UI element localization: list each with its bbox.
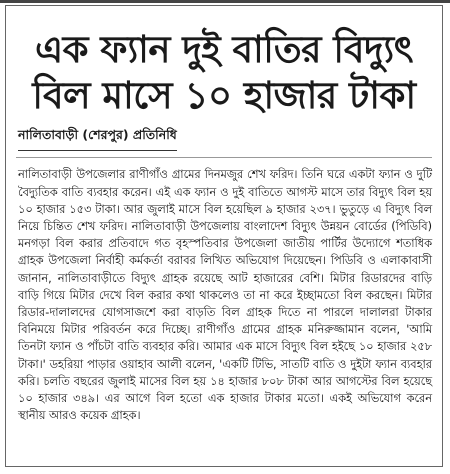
byline: নালিতাবাড়ী (শেরপুর) প্রতিনিধি	[18, 127, 177, 151]
divider	[16, 157, 432, 158]
article-paragraph: নালিতাবাড়ী উপজেলার রাণীগাঁও গ্রামের দিনমজুর শেখ ফরিদ। তিনি ঘরে একটা ফ্যান ও দুটি বৈদ্যুতিক বাতি ব্যবহার করেন। এই এক ফ্যান ও দুই বাতিতে আগস্ট মাসে তার বিদ্যুৎ বিল হয় ১০ হাজার ১৫৩ টাকা। আর জুলাই মাসে বিল হয়েছিল ৯ হাজার ২৩৭। ভুতুড়ে এ বিদ্যুৎ বিল নিয়ে চিন্তিত শেখ ফরিদ। নালিতাবাড়ী উপজেলায় বাংলাদেশ বিদ্যুৎ উন্নয়ন বোর্ডের (পিডিবি) মনগড়া বিল করার প্রতিবাদে গত বৃহস্পতিবার উপজেলা জাতীয় পার্টির উদ্যোগে শতাধিক গ্রাহক উপজেলা নির্বাহী কর্মকর্তা বরাবর লিখিত অভিযোগ দিয়েছেন। পিডিবি ও এলাকাবাসী জানান, নালিতাবাড়ীতে বিদ্যুৎ গ্রাহক রয়েছে আট হাজারের বেশি। মিটার রিডারদের বাড়ি বাড়ি গিয়ে মিটার দেখে বিল করার কথা থাকলেও তা না করে ইচ্ছামতো বিল করছেন। মিটার রিডার-দালালদের যোগসাজশে করা বাড়তি বিল গ্রাহক দিতে না পারলে দালালরা টাকার বিনিময়ে মিটার পরিবর্তন করে দিচ্ছে। রাণীগাঁও গ্রামের গ্রাহক মনিরুজ্জামান বলেন, 'আমি তিনটা ফ্যান ও পাঁচটা বাতি ব্যবহার করি। আমার এক মাসে বিদ্যুৎ বিল হইছে ১০ হাজার ২৫৮ টাকা।' ডহরিয়া পাড়ার ওয়াহাব আলী বলেন, 'একটি টিভি, সাতটি বাতি ও দুইটা ফ্যান ব্যবহার করি। চলতি বছরের জুলাই মাসের বিল হয় ১৪ হাজার ৮০৮ টাকা আর আগস্টের বিল হয়েছে ১০ হাজার ৩৪৯। এর আগে বিল হতো এক হাজার টাকার মতো। একই অভিযোগ করেন স্থানীয় আরও কয়েক গ্রাহক।	[18, 168, 432, 423]
article-body	[18, 166, 432, 424]
headline-line-2: বিল মাসে ১০ হাজার টাকা	[32, 73, 416, 117]
headline	[12, 28, 436, 117]
top-rule	[0, 0, 450, 3]
headline-line-1: এক ফ্যান দুই বাতির বিদ্যুৎ	[35, 28, 413, 71]
news-clipping	[5, 5, 443, 467]
